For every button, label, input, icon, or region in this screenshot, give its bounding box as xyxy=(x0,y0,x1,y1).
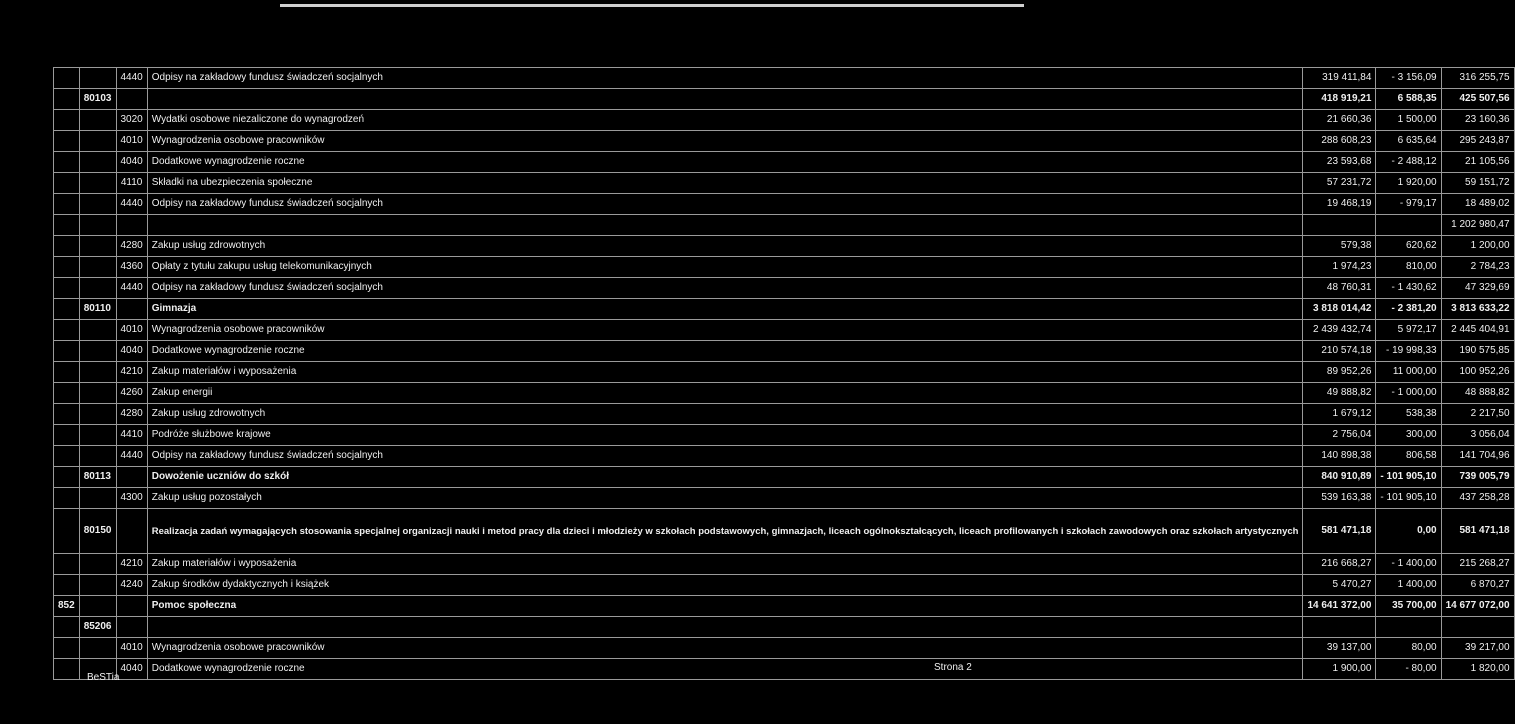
cell-plan: 14 641 372,00 xyxy=(1303,596,1376,617)
cell-paragraf: 4210 xyxy=(116,362,147,383)
cell-zmiana: 6 635,64 xyxy=(1376,131,1441,152)
cell-po-zmianie: 316 255,75 xyxy=(1441,68,1514,89)
table-row xyxy=(54,236,1515,257)
cell-rozdzial xyxy=(79,320,116,341)
cell-name: Zakup energii xyxy=(147,383,1303,404)
cell-paragraf: 4280 xyxy=(116,404,147,425)
cell-name: Odpisy na zakładowy fundusz świadczeń socjalnych xyxy=(147,446,1303,467)
cell-paragraf: 4260 xyxy=(116,383,147,404)
cell-name: Odpisy na zakładowy fundusz świadczeń socjalnych xyxy=(147,68,1303,89)
cell-name: Realizacja zadań wymagających stosowania specjalnej organizacji nauki i metod pracy dla dzieci i młodzieży w szkołach podstawowych, gimnazjach, liceach ogólnokształcących, liceach profilowanych i szkołach zawodowych oraz szkołach artystycznych xyxy=(147,509,1303,554)
cell-po-zmianie: 141 704,96 xyxy=(1441,446,1514,467)
cell-zmiana: 35 700,00 xyxy=(1376,596,1441,617)
cell-rozdzial xyxy=(79,215,116,236)
table-row xyxy=(54,404,1515,425)
table-row xyxy=(54,467,1515,488)
cell-po-zmianie: 6 870,27 xyxy=(1441,575,1514,596)
cell-po-zmianie xyxy=(1441,617,1514,638)
cell-plan: 1 679,12 xyxy=(1303,404,1376,425)
cell-rozdzial: 80110 xyxy=(79,299,116,320)
cell-po-zmianie: 1 820,00 xyxy=(1441,659,1514,680)
cell-zmiana: 300,00 xyxy=(1376,425,1441,446)
cell-dzial xyxy=(54,215,80,236)
cell-zmiana: 5 972,17 xyxy=(1376,320,1441,341)
cell-plan: 216 668,27 xyxy=(1303,554,1376,575)
cell-zmiana: - 2 381,20 xyxy=(1376,299,1441,320)
cell-zmiana: - 1 400,00 xyxy=(1376,554,1441,575)
cell-paragraf: 4410 xyxy=(116,425,147,446)
cell-zmiana: 1 400,00 xyxy=(1376,575,1441,596)
table-row xyxy=(54,575,1515,596)
cell-zmiana: - 101 905,10 xyxy=(1376,467,1441,488)
cell-name: Zakup środków dydaktycznych i książek xyxy=(147,575,1303,596)
cell-po-zmianie: 59 151,72 xyxy=(1441,173,1514,194)
cell-dzial xyxy=(54,488,80,509)
cell-dzial xyxy=(54,341,80,362)
cell-name: Dodatkowe wynagrodzenie roczne xyxy=(147,341,1303,362)
cell-paragraf xyxy=(116,617,147,638)
cell-po-zmianie: 295 243,87 xyxy=(1441,131,1514,152)
cell-plan: 2 756,04 xyxy=(1303,425,1376,446)
cell-rozdzial: 80150 xyxy=(79,509,116,554)
cell-rozdzial xyxy=(79,575,116,596)
cell-plan: 3 818 014,42 xyxy=(1303,299,1376,320)
cell-dzial xyxy=(54,110,80,131)
table-row xyxy=(54,110,1515,131)
cell-rozdzial xyxy=(79,278,116,299)
footer-page-number: Strona 2 xyxy=(934,662,972,673)
cell-rozdzial xyxy=(79,446,116,467)
cell-zmiana xyxy=(1376,215,1441,236)
cell-rozdzial: 80113 xyxy=(79,467,116,488)
table-row xyxy=(54,68,1515,89)
cell-zmiana: - 101 905,10 xyxy=(1376,488,1441,509)
table-row xyxy=(54,383,1515,404)
cell-dzial xyxy=(54,554,80,575)
cell-rozdzial xyxy=(79,257,116,278)
table-row xyxy=(54,257,1515,278)
cell-paragraf: 4440 xyxy=(116,194,147,215)
cell-name: Wydatki osobowe niezaliczone do wynagrodzeń xyxy=(147,110,1303,131)
cell-plan: 49 888,82 xyxy=(1303,383,1376,404)
cell-po-zmianie: 425 507,56 xyxy=(1441,89,1514,110)
table-row xyxy=(54,341,1515,362)
cell-zmiana: 80,00 xyxy=(1376,638,1441,659)
cell-plan: 89 952,26 xyxy=(1303,362,1376,383)
cell-paragraf xyxy=(116,215,147,236)
cell-name: Zakup usług zdrowotnych xyxy=(147,404,1303,425)
cell-zmiana: 810,00 xyxy=(1376,257,1441,278)
cell-po-zmianie: 3 056,04 xyxy=(1441,425,1514,446)
cell-name xyxy=(147,89,1303,110)
cell-po-zmianie: 581 471,18 xyxy=(1441,509,1514,554)
cell-dzial xyxy=(54,89,80,110)
cell-rozdzial xyxy=(79,362,116,383)
cell-plan: 539 163,38 xyxy=(1303,488,1376,509)
cell-paragraf: 4300 xyxy=(116,488,147,509)
cell-paragraf: 4440 xyxy=(116,446,147,467)
cell-dzial xyxy=(54,617,80,638)
cell-plan: 5 470,27 xyxy=(1303,575,1376,596)
cell-zmiana: 538,38 xyxy=(1376,404,1441,425)
cell-zmiana: 1 500,00 xyxy=(1376,110,1441,131)
cell-paragraf xyxy=(116,596,147,617)
cell-po-zmianie: 18 489,02 xyxy=(1441,194,1514,215)
table-row xyxy=(54,596,1515,617)
table-row xyxy=(54,446,1515,467)
cell-paragraf: 4440 xyxy=(116,278,147,299)
cell-po-zmianie: 14 677 072,00 xyxy=(1441,596,1514,617)
cell-paragraf: 4280 xyxy=(116,236,147,257)
cell-name: Wynagrodzenia osobowe pracowników xyxy=(147,131,1303,152)
cell-name: Pomoc społeczna xyxy=(147,596,1303,617)
cell-paragraf: 4040 xyxy=(116,341,147,362)
cell-plan: 19 468,19 xyxy=(1303,194,1376,215)
table-row xyxy=(54,194,1515,215)
table-row xyxy=(54,131,1515,152)
cell-plan xyxy=(1303,617,1376,638)
cell-po-zmianie: 21 105,56 xyxy=(1441,152,1514,173)
cell-po-zmianie: 47 329,69 xyxy=(1441,278,1514,299)
cell-plan xyxy=(1303,215,1376,236)
cell-dzial xyxy=(54,299,80,320)
cell-paragraf: 4440 xyxy=(116,68,147,89)
cell-paragraf: 4040 xyxy=(116,659,147,680)
table-row xyxy=(54,215,1515,236)
top-scan-line xyxy=(280,4,1024,7)
table-row xyxy=(54,617,1515,638)
cell-paragraf: 4360 xyxy=(116,257,147,278)
cell-plan: 1 974,23 xyxy=(1303,257,1376,278)
cell-paragraf: 4010 xyxy=(116,638,147,659)
cell-paragraf xyxy=(116,299,147,320)
cell-name: Gimnazja xyxy=(147,299,1303,320)
table-row xyxy=(54,362,1515,383)
cell-po-zmianie: 739 005,79 xyxy=(1441,467,1514,488)
cell-plan: 840 910,89 xyxy=(1303,467,1376,488)
cell-name: Wynagrodzenia osobowe pracowników xyxy=(147,638,1303,659)
cell-zmiana: 1 920,00 xyxy=(1376,173,1441,194)
cell-dzial xyxy=(54,659,80,680)
cell-dzial xyxy=(54,404,80,425)
cell-zmiana: 6 588,35 xyxy=(1376,89,1441,110)
cell-paragraf: 4040 xyxy=(116,152,147,173)
cell-zmiana: 11 000,00 xyxy=(1376,362,1441,383)
cell-po-zmianie: 1 202 980,47 xyxy=(1441,215,1514,236)
cell-rozdzial xyxy=(79,596,116,617)
cell-po-zmianie: 215 268,27 xyxy=(1441,554,1514,575)
cell-dzial xyxy=(54,173,80,194)
table-row xyxy=(54,320,1515,341)
budget-table xyxy=(53,67,1515,680)
cell-po-zmianie: 100 952,26 xyxy=(1441,362,1514,383)
cell-name xyxy=(147,215,1303,236)
cell-zmiana: - 1 430,62 xyxy=(1376,278,1441,299)
footer-app-name: BeSTia xyxy=(87,672,120,683)
cell-plan: 288 608,23 xyxy=(1303,131,1376,152)
cell-dzial: 852 xyxy=(54,596,80,617)
cell-rozdzial: 85206 xyxy=(79,617,116,638)
cell-paragraf xyxy=(116,467,147,488)
cell-dzial xyxy=(54,320,80,341)
cell-plan: 48 760,31 xyxy=(1303,278,1376,299)
table-row xyxy=(54,509,1515,554)
cell-po-zmianie: 1 200,00 xyxy=(1441,236,1514,257)
cell-name: Opłaty z tytułu zakupu usług telekomunikacyjnych xyxy=(147,257,1303,278)
cell-po-zmianie: 3 813 633,22 xyxy=(1441,299,1514,320)
cell-name: Zakup materiałów i wyposażenia xyxy=(147,554,1303,575)
cell-plan: 23 593,68 xyxy=(1303,152,1376,173)
cell-po-zmianie: 2 784,23 xyxy=(1441,257,1514,278)
cell-plan: 210 574,18 xyxy=(1303,341,1376,362)
budget-table-body xyxy=(54,68,1515,680)
cell-dzial xyxy=(54,638,80,659)
cell-name: Dowożenie uczniów do szkół xyxy=(147,467,1303,488)
cell-plan: 1 900,00 xyxy=(1303,659,1376,680)
cell-dzial xyxy=(54,425,80,446)
cell-paragraf: 4010 xyxy=(116,320,147,341)
cell-name: Zakup usług zdrowotnych xyxy=(147,236,1303,257)
table-row xyxy=(54,638,1515,659)
cell-dzial xyxy=(54,131,80,152)
cell-dzial xyxy=(54,362,80,383)
cell-dzial xyxy=(54,194,80,215)
cell-po-zmianie: 190 575,85 xyxy=(1441,341,1514,362)
cell-dzial xyxy=(54,257,80,278)
cell-dzial xyxy=(54,575,80,596)
table-row xyxy=(54,488,1515,509)
cell-zmiana: 620,62 xyxy=(1376,236,1441,257)
cell-name: Odpisy na zakładowy fundusz świadczeń socjalnych xyxy=(147,194,1303,215)
cell-po-zmianie: 2 445 404,91 xyxy=(1441,320,1514,341)
cell-plan: 581 471,18 xyxy=(1303,509,1376,554)
cell-po-zmianie: 48 888,82 xyxy=(1441,383,1514,404)
cell-plan: 21 660,36 xyxy=(1303,110,1376,131)
cell-dzial xyxy=(54,509,80,554)
cell-rozdzial: 80103 xyxy=(79,89,116,110)
cell-zmiana: - 1 000,00 xyxy=(1376,383,1441,404)
cell-po-zmianie: 39 217,00 xyxy=(1441,638,1514,659)
table-row xyxy=(54,89,1515,110)
cell-name: Składki na ubezpieczenia społeczne xyxy=(147,173,1303,194)
table-row xyxy=(54,554,1515,575)
cell-name: Zakup materiałów i wyposażenia xyxy=(147,362,1303,383)
cell-zmiana: - 19 998,33 xyxy=(1376,341,1441,362)
cell-rozdzial xyxy=(79,152,116,173)
table-row xyxy=(54,152,1515,173)
cell-dzial xyxy=(54,446,80,467)
cell-dzial xyxy=(54,383,80,404)
cell-name: Podróże służbowe krajowe xyxy=(147,425,1303,446)
cell-rozdzial xyxy=(79,173,116,194)
cell-paragraf xyxy=(116,509,147,554)
cell-name: Wynagrodzenia osobowe pracowników xyxy=(147,320,1303,341)
cell-zmiana: - 3 156,09 xyxy=(1376,68,1441,89)
cell-po-zmianie: 437 258,28 xyxy=(1441,488,1514,509)
cell-rozdzial xyxy=(79,110,116,131)
cell-rozdzial xyxy=(79,194,116,215)
cell-rozdzial xyxy=(79,68,116,89)
cell-paragraf: 3020 xyxy=(116,110,147,131)
cell-name: Dodatkowe wynagrodzenie roczne xyxy=(147,659,1303,680)
table-row xyxy=(54,659,1515,680)
cell-plan: 418 919,21 xyxy=(1303,89,1376,110)
cell-dzial xyxy=(54,68,80,89)
cell-rozdzial xyxy=(79,383,116,404)
cell-zmiana: 806,58 xyxy=(1376,446,1441,467)
table-row xyxy=(54,278,1515,299)
cell-rozdzial xyxy=(79,488,116,509)
cell-paragraf: 4210 xyxy=(116,554,147,575)
table-row xyxy=(54,299,1515,320)
cell-dzial xyxy=(54,152,80,173)
cell-rozdzial xyxy=(79,236,116,257)
cell-zmiana: - 2 488,12 xyxy=(1376,152,1441,173)
cell-paragraf: 4110 xyxy=(116,173,147,194)
cell-rozdzial xyxy=(79,404,116,425)
cell-zmiana: - 979,17 xyxy=(1376,194,1441,215)
cell-zmiana: - 80,00 xyxy=(1376,659,1441,680)
cell-name xyxy=(147,617,1303,638)
cell-plan: 319 411,84 xyxy=(1303,68,1376,89)
cell-po-zmianie: 2 217,50 xyxy=(1441,404,1514,425)
cell-plan: 579,38 xyxy=(1303,236,1376,257)
cell-dzial xyxy=(54,236,80,257)
cell-rozdzial xyxy=(79,425,116,446)
cell-name: Odpisy na zakładowy fundusz świadczeń socjalnych xyxy=(147,278,1303,299)
cell-dzial xyxy=(54,467,80,488)
cell-po-zmianie: 23 160,36 xyxy=(1441,110,1514,131)
cell-plan: 2 439 432,74 xyxy=(1303,320,1376,341)
cell-paragraf: 4240 xyxy=(116,575,147,596)
table-row xyxy=(54,425,1515,446)
cell-plan: 39 137,00 xyxy=(1303,638,1376,659)
cell-name: Zakup usług pozostałych xyxy=(147,488,1303,509)
table-row xyxy=(54,173,1515,194)
cell-rozdzial xyxy=(79,638,116,659)
cell-paragraf: 4010 xyxy=(116,131,147,152)
cell-rozdzial xyxy=(79,341,116,362)
cell-plan: 140 898,38 xyxy=(1303,446,1376,467)
cell-zmiana xyxy=(1376,617,1441,638)
cell-paragraf xyxy=(116,89,147,110)
cell-name: Dodatkowe wynagrodzenie roczne xyxy=(147,152,1303,173)
cell-plan: 57 231,72 xyxy=(1303,173,1376,194)
cell-rozdzial xyxy=(79,554,116,575)
cell-rozdzial xyxy=(79,131,116,152)
cell-dzial xyxy=(54,278,80,299)
cell-zmiana: 0,00 xyxy=(1376,509,1441,554)
